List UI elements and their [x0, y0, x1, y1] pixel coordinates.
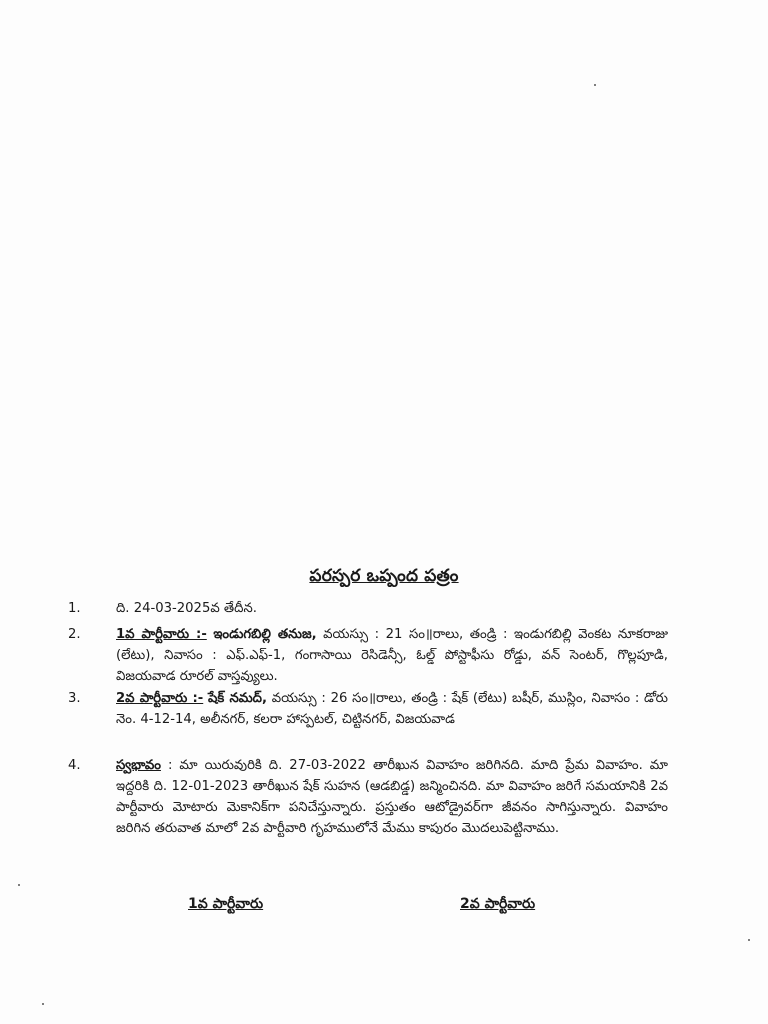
scan-speck	[42, 1003, 44, 1005]
party-1-label: 1వ పార్టీవారు :-	[116, 627, 207, 642]
scan-speck	[594, 84, 596, 86]
clause-number: 4.	[68, 758, 81, 773]
party-2-name: షేక్ నమద్,	[208, 691, 267, 706]
scan-speck	[748, 939, 750, 941]
party-1-name: ఇండుగబిల్లి తనుజ,	[213, 627, 317, 642]
clause-number: 1.	[68, 601, 81, 616]
nature-label: స్వభావం	[116, 758, 161, 773]
party-2-signature-label: 2వ పార్టీవారు	[460, 896, 536, 912]
clause-text: వయస్సు : 21 సం॥రాలు, తండ్రి : ఇండుగబిల్లి వెంకట నూకరాజు (లేటు), నివాసం : ఎఫ్.ఎఫ్-1, గంగాసాయి రెసిడెన్సీ, ఓల్డ్ పోస్టాఫీసు రోడ్డు, వన్ సెంటర్, గొల్లపూడి, విజయవాడ రూరల్ వాస్తవ్యులు.	[116, 627, 668, 684]
clause-1	[68, 598, 668, 619]
document-title: పరస్పర ఒప్పంద పత్రం	[309, 566, 459, 586]
clause-text: : మా యిరువురికి ది. 27-03-2022 తారీఖున వివాహం జరిగినది. మాది ప్రేమ వివాహం. మా ఇద్దరికి ది. 12-01-2023 తారీఖున షేక్ సుహన (ఆడబిడ్డ) జన్మించినది. మా వివాహం జరిగే సమయానికి 2వ పార్టీవారు మోటారు మెకానిక్‌గా పనిచేస్తున్నారు. ప్రస్తుతం ఆటోడ్రైవర్‌గా జీవనం సాగిస్తున్నారు. వివాహం జరిగిన తరువాత మాలో 2వ పార్టీవారి గృహములోనే మేము కాపురం మొదలుపెట్టినాము.	[116, 758, 668, 836]
clause-number: 3.	[68, 691, 81, 706]
clause-4	[68, 755, 668, 839]
clause-text: వయస్సు : 26 సం॥రాలు, తండ్రి : షేక్ (లేటు) బషీర్, ముస్లిం, నివాసం : డోరు నెం. 4-12-14, అలీనగర్, కలరా హాస్పటల్, చిట్టినగర్, విజయవాడ	[116, 691, 668, 727]
party-1-signature-label: 1వ పార్టీవారు	[188, 896, 264, 912]
clause-3	[68, 688, 668, 730]
clause-2	[68, 624, 668, 687]
party-2-label: 2వ పార్టీవారు :-	[116, 691, 204, 706]
scan-speck	[18, 884, 20, 886]
clause-number: 2.	[68, 627, 81, 642]
clause-text: ది. 24-03-2025వ తేదీన.	[116, 601, 257, 616]
